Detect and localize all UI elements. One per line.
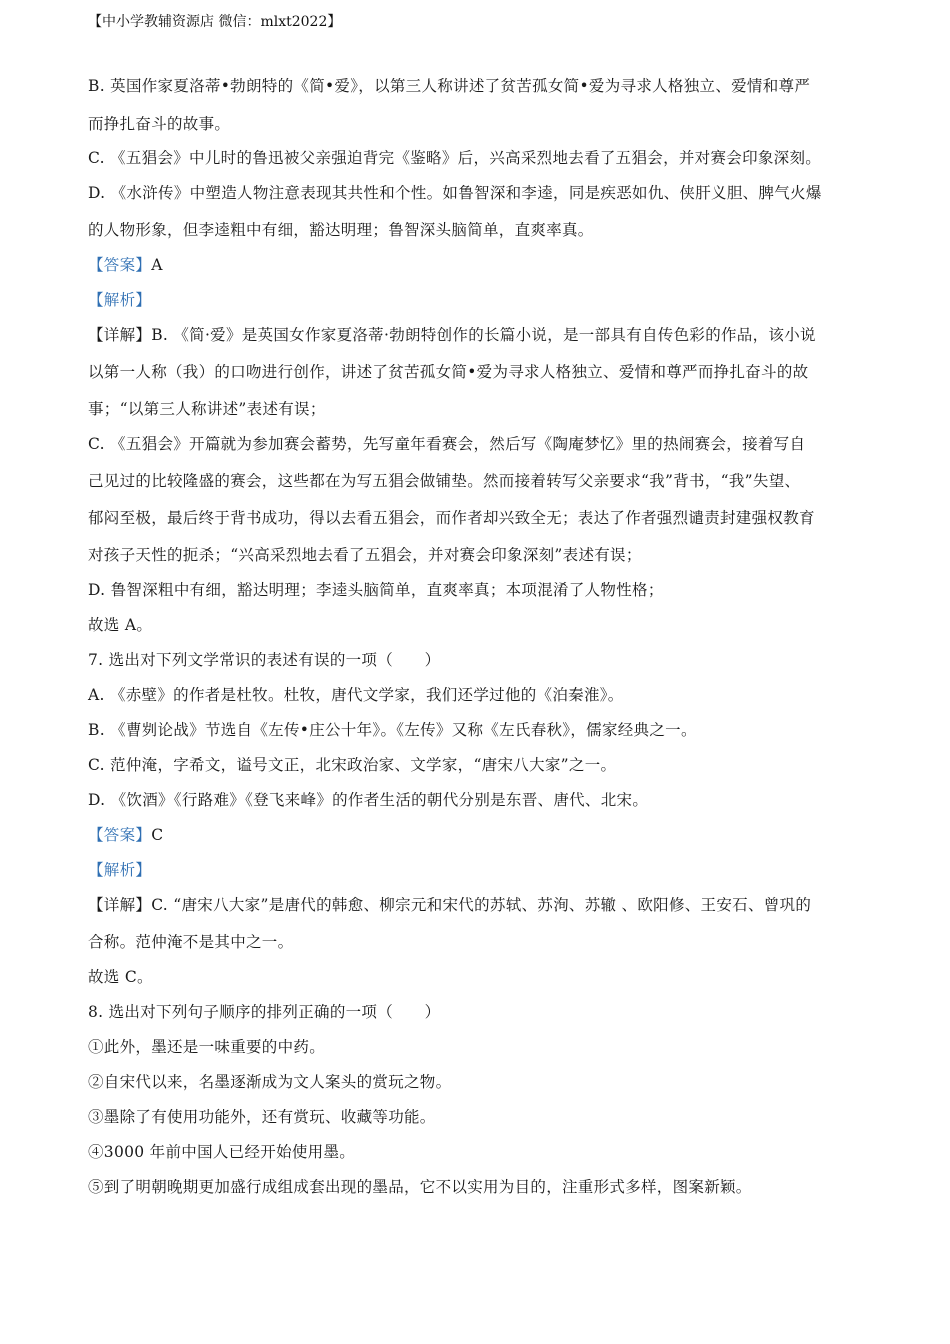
text-line: [88, 754, 616, 776]
line-text: 故选 A。: [88, 616, 153, 634]
text-line: [88, 544, 642, 566]
line-text: 【详解】B. 《简·爱》是英国女作家夏洛蒂·勃朗特创作的长篇小说，是一部具有自传色彩的作品，该小说: [88, 326, 816, 344]
text-line: [88, 219, 594, 241]
line-text: 己见过的比较隆盛的赛会，这些都在为写五猖会做铺垫。然而接着转写父亲要求“我”背书，“我”失望、: [88, 472, 801, 490]
line-text: C. 《五猖会》开篇就为参加赛会蓄势，先写童年看赛会，然后写《陶庵梦忆》里的热闹赛会，接着写自: [88, 435, 806, 453]
line-text: B. 英国作家夏洛蒂•勃朗特的《简•爱》，以第三人称讲述了贫苦孤女简•爱为寻求人格独立、爱情和尊严: [88, 77, 811, 95]
line-text: D. 《饮酒》《行路难》《登飞来峰》的作者生活的朝代分别是东晋、唐代、北宋。: [88, 791, 649, 809]
line-text: 的人物形象，但李逵粗中有细，豁达明理；鲁智深头脑简单，直爽率真。: [88, 221, 594, 239]
text-line: [88, 147, 821, 169]
line-text: C: [151, 826, 164, 844]
line-text: 故选 C。: [88, 968, 153, 986]
text-line: [88, 859, 151, 881]
line-text: ①此外，墨还是一味重要的中药。: [88, 1038, 326, 1056]
line-text: 以第一人称（我）的口吻进行创作，讲述了贫苦孤女简•爱为寻求人格独立、爱情和尊严而挣扎奋斗的故: [88, 363, 809, 381]
line-text: A. 《赤壁》的作者是杜牧。杜牧，唐代文学家，我们还学过他的《泊秦淮》。: [88, 686, 624, 704]
line-text: 对孩子天性的扼杀；“兴高采烈地去看了五猖会，并对赛会印象深刻”表述有误；: [88, 546, 642, 564]
line-text: 合称。范仲淹不是其中之一。: [88, 933, 294, 951]
text-line: [88, 182, 822, 204]
text-line: [88, 398, 326, 420]
text-line: [88, 894, 811, 916]
page-header: 【中小学教辅资源店 微信：mlxt2022】: [88, 14, 342, 30]
text-line: [88, 649, 440, 671]
text-line: [88, 931, 293, 953]
text-line: [88, 75, 810, 97]
text-line: [88, 433, 805, 455]
line-text: ②自宋代以来，名墨逐渐成为文人案头的赏玩之物。: [88, 1073, 452, 1091]
line-text: 8. 选出对下列句子顺序的排列正确的一项（ ）: [88, 1003, 441, 1021]
line-text: 而挣扎奋斗的故事。: [88, 115, 231, 133]
text-line: [88, 684, 624, 706]
line-text: 7. 选出对下列文学常识的表述有误的一项（ ）: [88, 651, 441, 669]
line-text: D. 《水浒传》中塑造人物注意表现其共性和个性。如鲁智深和李逵，同是疾恶如仇、侠肝义胆、脾气火爆: [88, 184, 822, 202]
text-line: [88, 789, 648, 811]
text-line: [88, 254, 163, 276]
text-line: [88, 719, 697, 741]
text-line: [88, 324, 816, 346]
text-line: [88, 361, 808, 383]
line-text: 事；“以第三人称讲述”表述有误；: [88, 400, 326, 418]
text-line: [88, 1106, 436, 1128]
section-tag: 【解析】: [88, 291, 152, 309]
text-line: [88, 579, 664, 601]
text-line: [88, 1036, 325, 1058]
line-text: B. 《曹刿论战》节选自《左传•庄公十年》。《左传》又称《左氏春秋》，儒家经典之一。: [88, 721, 697, 739]
text-line: [88, 824, 163, 846]
line-text: D. 鲁智深粗中有细，豁达明理；李逵头脑简单，直爽率真；本项混淆了人物性格；: [88, 581, 664, 599]
line-text: C. 范仲淹，字希文，谥号文正，北宋政治家、文学家，“唐宋八大家”之一。: [88, 756, 617, 774]
line-text: A: [151, 256, 163, 274]
text-line: [88, 113, 230, 135]
text-line: [88, 1071, 451, 1093]
text-line: [88, 1141, 355, 1163]
line-text: ④3000 年前中国人已经开始使用墨。: [88, 1143, 356, 1161]
line-text: 【详解】C. “唐宋八大家”是唐代的韩愈、柳宗元和宋代的苏轼、苏洵、苏辙 、欧阳修、王安石、曾巩的: [88, 896, 812, 914]
text-line: [88, 507, 815, 529]
section-tag: 【答案】: [88, 256, 152, 274]
line-text: C. 《五猖会》中儿时的鲁迅被父亲强迫背完《鉴略》后，兴高采烈地去看了五猖会，并对赛会印象深刻。: [88, 149, 822, 167]
text-line: [88, 614, 152, 636]
text-line: [88, 1176, 752, 1198]
section-tag: 【答案】: [88, 826, 152, 844]
line-text: ⑤到了明朝晚期更加盛行成组成套出现的墨品，它不以实用为目的，注重形式多样，图案新颖。: [88, 1178, 752, 1196]
text-line: [88, 966, 153, 988]
text-line: [88, 1001, 440, 1023]
line-text: 郁闷至极，最后终于背书成功，得以去看五猖会，而作者却兴致全无；表达了作者强烈谴责封建强权教育: [88, 509, 815, 527]
line-text: ③墨除了有使用功能外，还有赏玩、收藏等功能。: [88, 1108, 436, 1126]
section-tag: 【解析】: [88, 861, 152, 879]
text-line: [88, 470, 800, 492]
text-line: [88, 289, 151, 311]
